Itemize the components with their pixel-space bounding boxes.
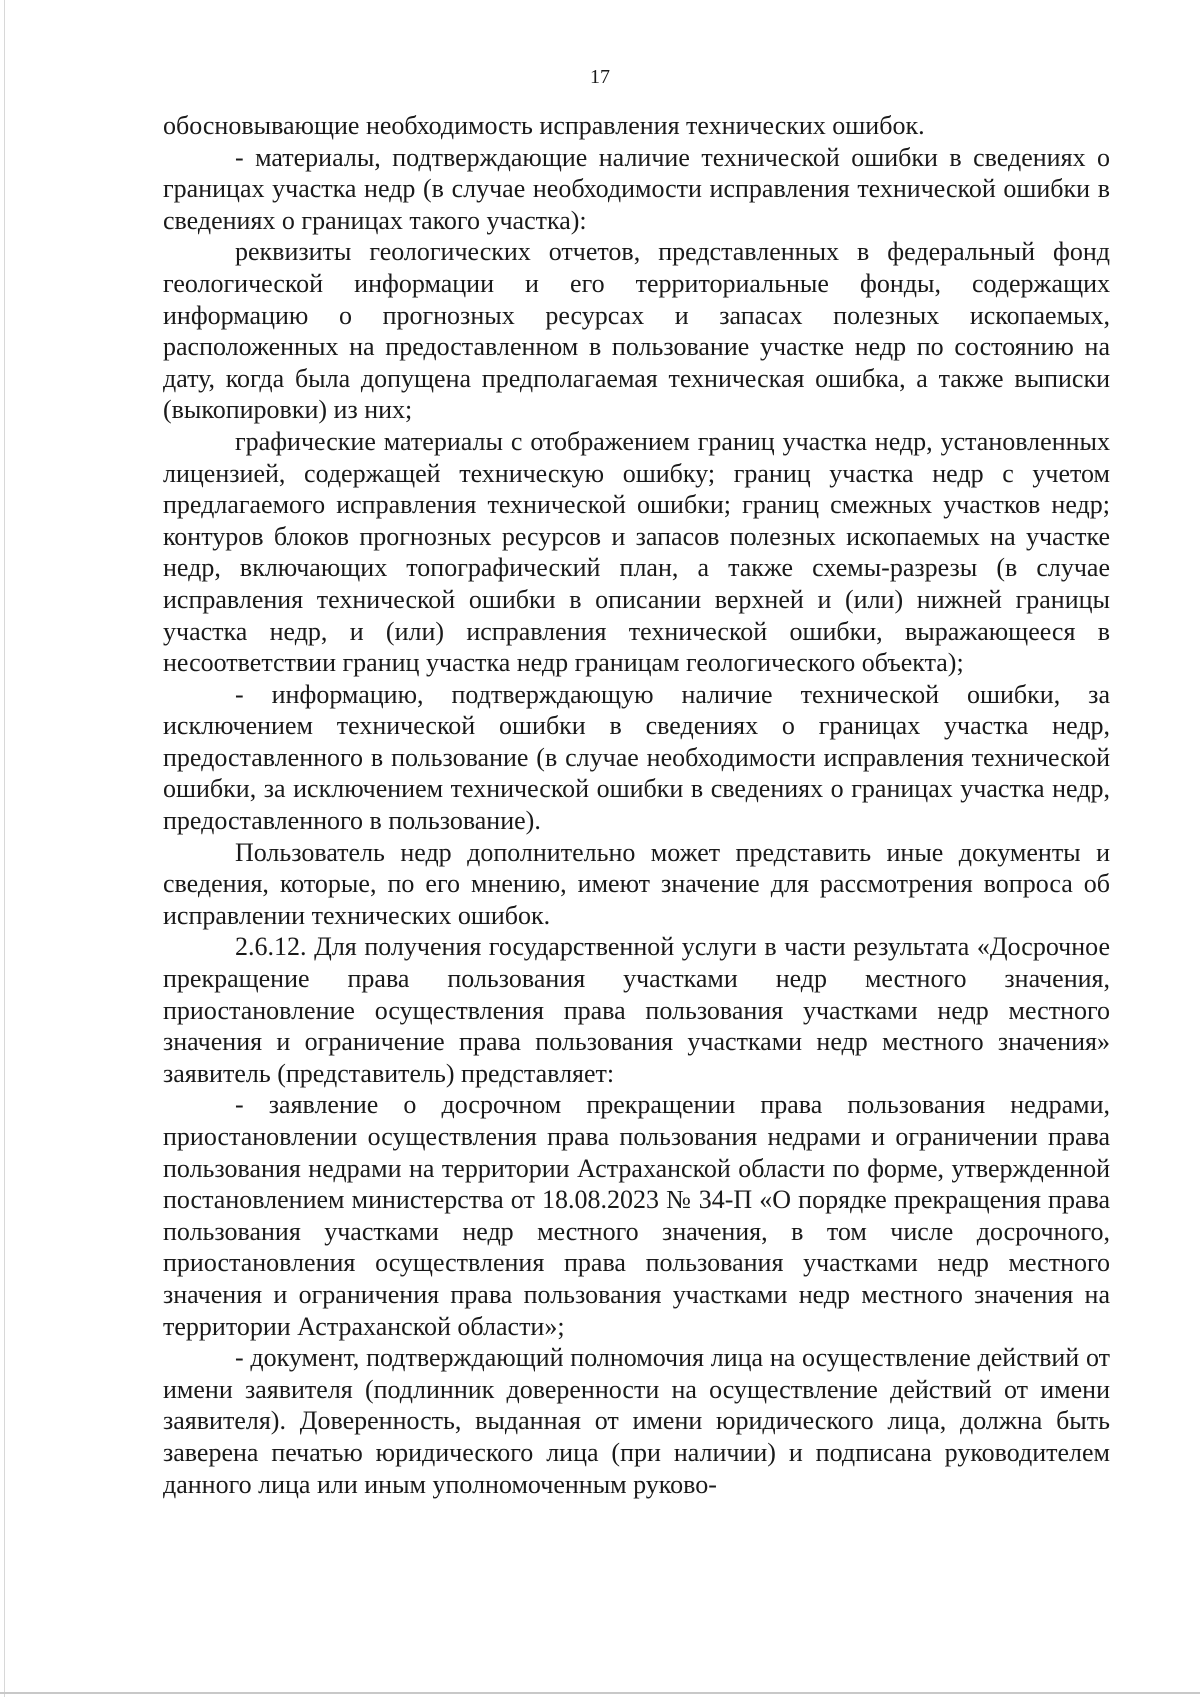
paragraph-7: 2.6.12. Для получения государственной услуги в части результата «Досрочное прекращение права пользования участками недр местного значения, приостановление осуществления права пользования участками недр местного значения и ограничение права пользования участками недр местного значения» заявитель (представитель) представляет:: [163, 932, 1110, 1088]
page-number: 17: [590, 66, 610, 88]
paragraph-4: графические материалы с отображением границ участка недр, установленных лицензией, содержащей техническую ошибку; границ участка недр с учетом предлагаемого исправления технической ошибки; границ смежных участков недр; контуров блоков прогнозных ресурсов и запасов полезных ископаемых на участке недр, включающих топографический план, а также схемы-разрезы (в случае исправления технической ошибки в описании верхней и (или) нижней границы участка недр, и (или) исправления технической ошибки, выражающееся в несоответствии границ участка недр границам геологического объекта);: [163, 426, 1110, 678]
paragraph-2: - материалы, подтверждающие наличие технической ошибки в сведениях о границах участка недр (в случае необходимости исправления технической ошибки в сведениях о границах такого участка):: [163, 142, 1110, 235]
paragraph-5: - информацию, подтверждающую наличие технической ошибки, за исключением технической ошибки в сведениях о границах участка недр, предоставленного в пользование (в случае необходимости исправления технической ошибки, за исключением технической ошибки в сведениях о границах участка недр, предоставленного в пользование).: [163, 679, 1110, 836]
document-body: [163, 110, 1110, 1500]
paragraph-6: Пользователь недр дополнительно может представить иные документы и сведения, которые, по его мнению, имеют значение для рассмотрения вопроса об исправлении технических ошибок.: [163, 837, 1110, 930]
scan-edge-left: [4, 0, 5, 1697]
paragraph-1: обосновывающие необходимость исправления технических ошибок.: [163, 111, 925, 140]
scan-edge-bottom: [0, 1692, 1200, 1694]
paragraph-8: - заявление о досрочном прекращении права пользования недрами, приостановлении осуществления права пользования недрами и ограничении права пользования недрами на территории Астраханской области по форме, утвержденной постановлением министерства от 18.08.2023 № 34-П «О порядке прекращения права пользования участками недр местного значения, в том числе досрочного, приостановления осуществления права пользования участками недр местного значения и ограничения права пользования участками недр местного значения на территории Астраханской области»;: [163, 1090, 1110, 1341]
paragraph-9: - документ, подтверждающий полномочия лица на осуществление действий от имени заявителя (подлинник доверенности на осуществление действий от имени заявителя). Доверенность, выданная от имени юридического лица, должна быть заверена печатью юридического лица (при наличии) и подписана руководителем данного лица или иным уполномоченным руково-: [163, 1343, 1110, 1499]
paragraph-3: реквизиты геологических отчетов, представленных в федеральный фонд геологической информации и его территориальные фонды, содержащих информацию о прогнозных ресурсах и запасах полезных ископаемых, расположенных на предоставленном в пользование участке недр по состоянию на дату, когда была допущена предполагаемая техническая ошибка, а также выписки (выкопировки) из них;: [163, 237, 1110, 425]
